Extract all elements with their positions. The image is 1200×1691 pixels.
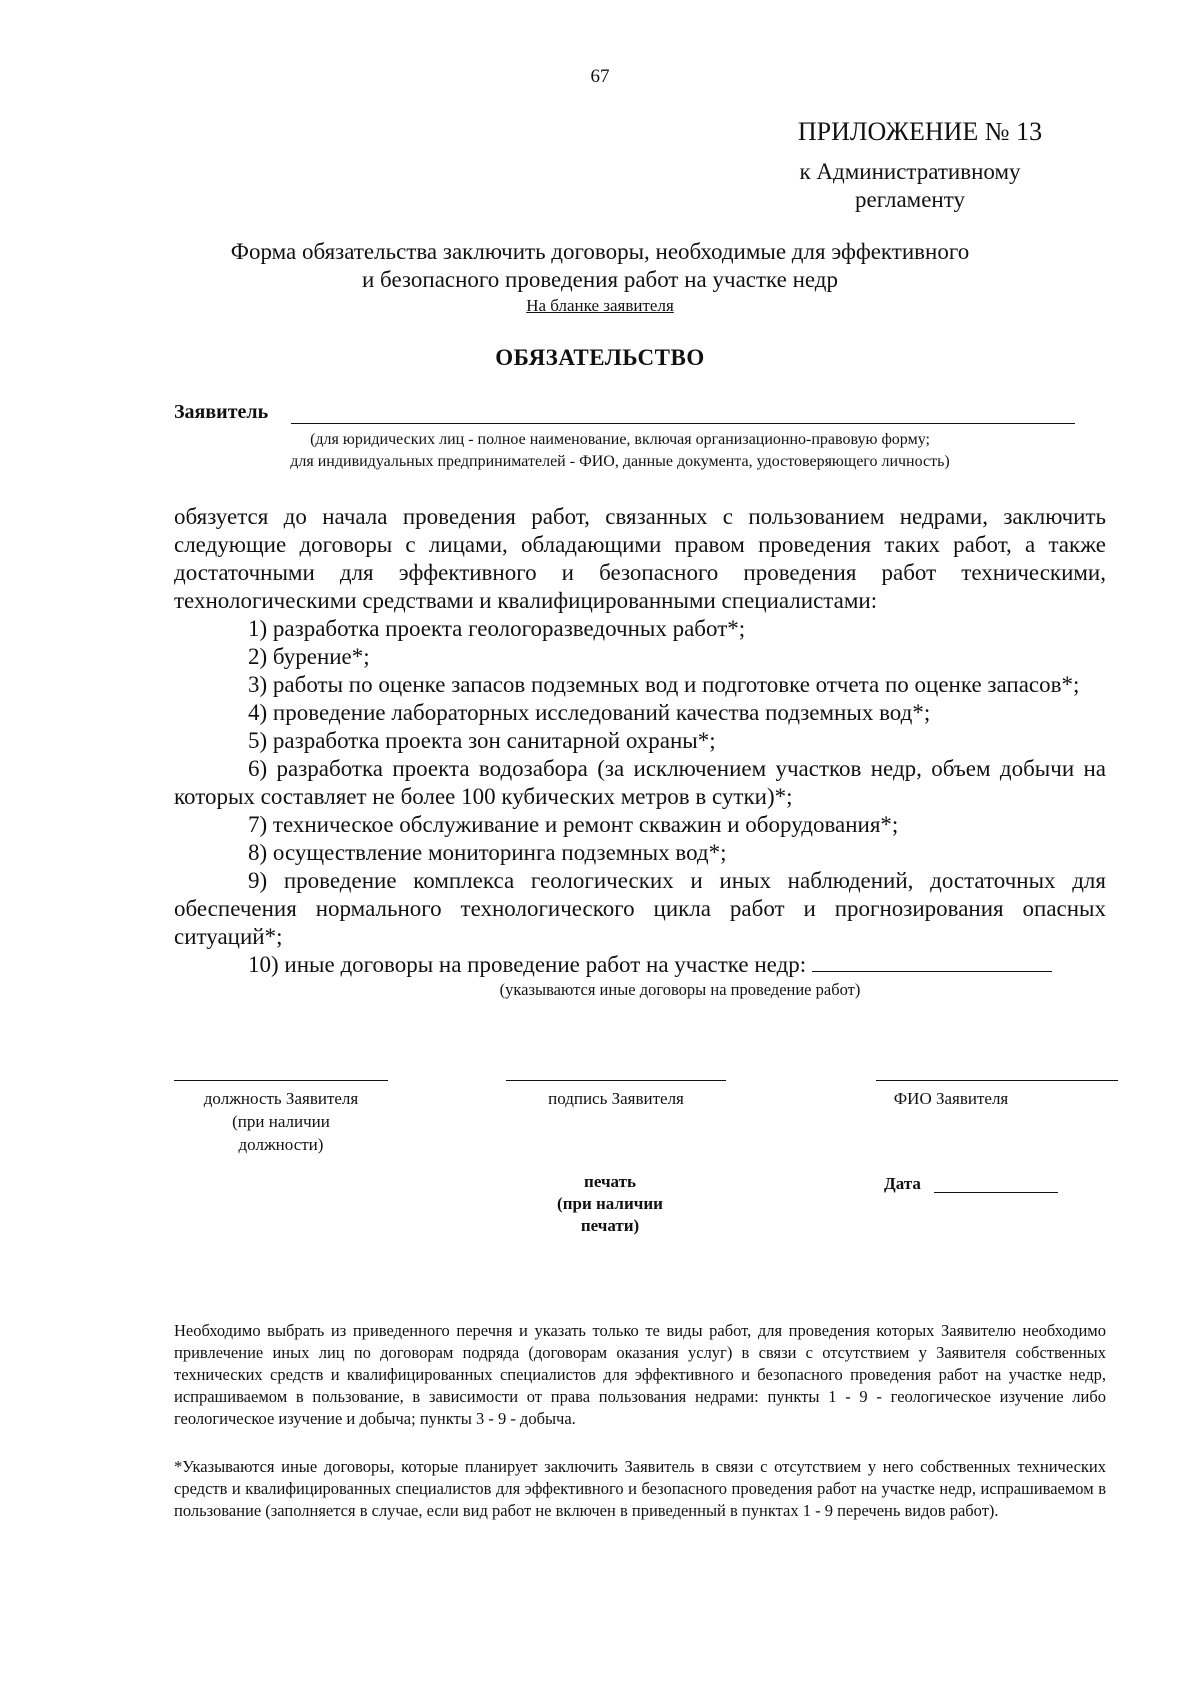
applicant-hint-line2: для индивидуальных предпринимателей - ФИО, данные документа, удостоверяющего личность) [290, 453, 950, 470]
list-item-4: 4) проведение лабораторных исследований качества подземных вод*; [248, 700, 931, 725]
stamp-label-line3: печати) [580, 1216, 640, 1235]
blank-note: На бланке заявителя [526, 296, 674, 315]
signature-label: подпись Заявителя [548, 1089, 684, 1108]
stamp-label [530, 1171, 690, 1237]
stamp-label-line1: печать [584, 1172, 636, 1191]
appendix-subtitle [700, 158, 1120, 214]
obligation-body [174, 503, 1106, 1001]
appendix-title: ПРИЛОЖЕНИЕ № 13 [797, 117, 1043, 146]
applicant-fill-line[interactable] [291, 423, 1075, 424]
form-title-line1: Форма обязательства заключить договоры, необходимые для эффективного [230, 239, 970, 264]
name-signature-line[interactable] [876, 1080, 1118, 1081]
list-item-6: 6) разработка проекта водозабора (за исключением участков недр, объем добычи на которых составляет не более 100 кубических метров в сутки)*; [174, 756, 1106, 809]
list-item-8: 8) осуществление мониторинга подземных вод*; [248, 840, 727, 865]
other-contracts-fill-line[interactable] [812, 953, 1052, 972]
appendix-subtitle-line2: регламенту [855, 187, 965, 212]
date-fill-line[interactable] [934, 1192, 1058, 1193]
list-item-3: 3) работы по оценке запасов подземных вод и подготовке отчета по оценке запасов*; [248, 672, 1080, 697]
intro-paragraph: обязуется до начала проведения работ, связанных с пользованием недрами, заключить следующие договоры с лицами, обладающими правом проведения таких работ, а также достаточными для эффективного и безопасного проведения работ техническими, технологическими средствами и квалифицированными специалистами: [174, 504, 1106, 613]
footnote-selection-note [174, 1320, 1106, 1430]
signature-line[interactable] [506, 1080, 726, 1081]
position-label-line2: (при наличии [232, 1112, 330, 1131]
list-item-5: 5) разработка проекта зон санитарной охраны*; [248, 728, 716, 753]
name-label: ФИО Заявителя [893, 1089, 1009, 1108]
footnote-2-text: *Указываются иные договоры, которые планирует заключить Заявитель в связи с отсутствием у него собственных технических средств и квалифицированных специалистов для эффективного и безопасного проведения работ на участке недр, испрашиваемом в пользование (заполняется в случае, если вид работ не включен в приведенный в пунктах 1 - 9 перечень видов работ). [174, 1457, 1106, 1520]
document-heading: ОБЯЗАТЕЛЬСТВО [495, 345, 705, 370]
list-item-1: 1) разработка проекта геологоразведочных работ*; [248, 616, 746, 641]
form-title [160, 238, 1040, 294]
date-label: Дата [884, 1174, 921, 1193]
footnote-1-text: Необходимо выбрать из приведенного перечня и указать только те виды работ, для проведения которых Заявителю необходимо привлечение иных лиц по договорам подряда (договорам оказания услуг) в связи с отсутствием у Заявителя собственных технических средств и квалифицированных специалистов для эффективного и безопасного проведения работ на участке недр, испрашиваемом в пользование, в зависимости от права пользования недрами: пункты 1 - 9 - геологическое изучение либо геологическое изучение и добыча; пункты 3 - 9 - добыча. [174, 1321, 1106, 1428]
position-label-line3: должности) [238, 1135, 324, 1154]
form-title-line2: и безопасного проведения работ на участке недр [361, 267, 839, 292]
page-number: 67 [590, 66, 610, 87]
position-signature-line[interactable] [174, 1080, 388, 1081]
list-item-10-text: 10) иные договоры на проведение работ на участке недр: [248, 952, 807, 977]
list-item-9: 9) проведение комплекса геологических и иных наблюдений, достаточных для обеспечения нормального технологического цикла работ и прогнозирования опасных ситуаций*; [174, 868, 1106, 949]
applicant-hint [160, 429, 1080, 473]
position-label-line1: должность Заявителя [203, 1089, 359, 1108]
list-item-10 [174, 951, 1106, 979]
list-item-2: 2) бурение*; [248, 644, 370, 669]
list-item-7: 7) техническое обслуживание и ремонт скважин и оборудования*; [248, 812, 899, 837]
applicant-label: Заявитель [174, 401, 269, 423]
stamp-label-line2: (при наличии [557, 1194, 663, 1213]
position-label [174, 1087, 388, 1156]
appendix-subtitle-line1: к Административному [799, 159, 1021, 184]
applicant-hint-line1: (для юридических лиц - полное наименование, включая организационно-правовую форму; [310, 431, 930, 448]
footnote-other-contracts [174, 1456, 1106, 1522]
other-contracts-hint: (указываются иные договоры на проведение работ) [499, 980, 861, 999]
